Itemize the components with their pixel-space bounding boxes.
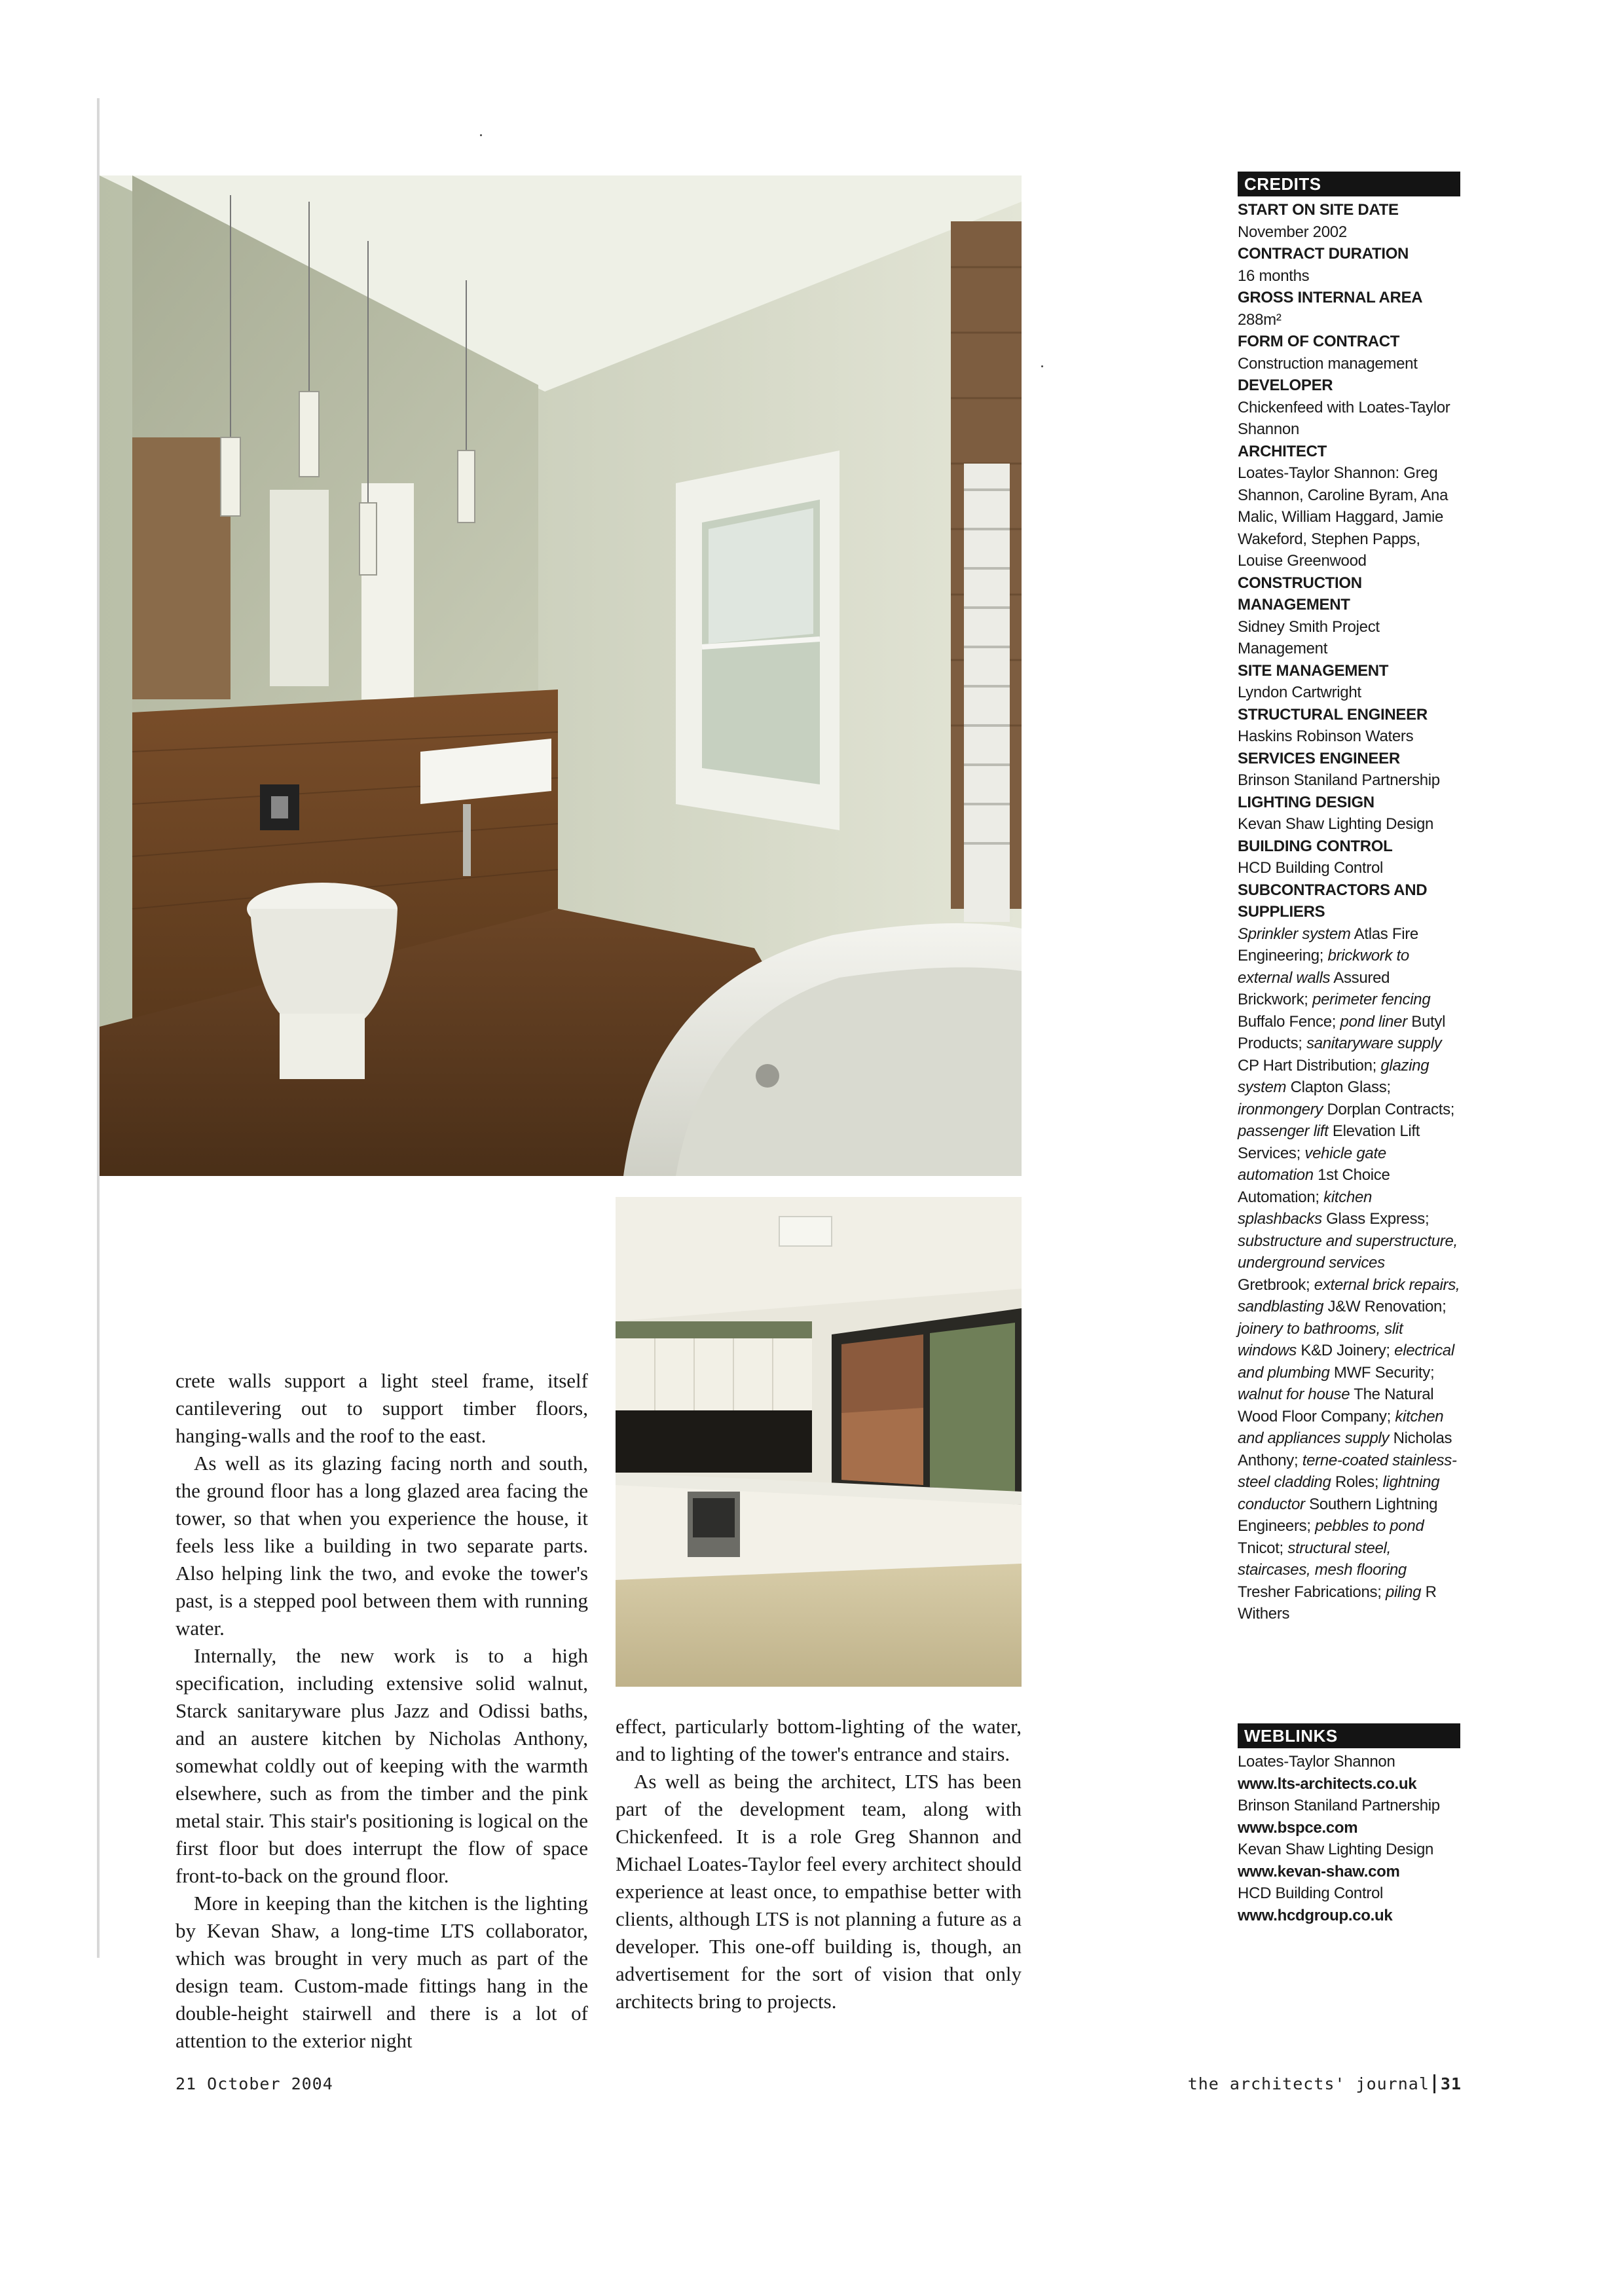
kitchen-photo bbox=[616, 1197, 1022, 1687]
credit-value: Chickenfeed with Loates-Taylor Shannon bbox=[1238, 398, 1450, 438]
supplier-name: Butyl Products; bbox=[1238, 1012, 1446, 1052]
supplier-role: joinery to bathrooms, slit windows bbox=[1238, 1319, 1403, 1359]
supplier-role: terne-coated stainless-steel cladding bbox=[1238, 1451, 1457, 1491]
credit-label: LIGHTING DESIGN bbox=[1238, 793, 1375, 811]
weblink-name: Brinson Staniland Partnership bbox=[1238, 1797, 1440, 1814]
article-column-right bbox=[616, 1713, 1022, 2015]
supplier-role: walnut for house bbox=[1238, 1386, 1350, 1403]
weblink-url[interactable]: www.bspce.com bbox=[1238, 1818, 1358, 1837]
weblink-name: HCD Building Control bbox=[1238, 1884, 1384, 1902]
credits-heading: CREDITS bbox=[1238, 172, 1460, 196]
paragraph: As well as its glazing facing north and south, the ground floor has a long glazed area facing the tower, so that when you experience the house, it feels less like a building in two separate parts. Also helping link the two, and evoke the tower's past, is a stepped pool between them with running water. bbox=[175, 1452, 588, 1640]
credit-value: November 2002 bbox=[1238, 223, 1347, 241]
supplier-name: The Natural Wood Floor Company; bbox=[1238, 1386, 1434, 1425]
supplier-role: brickwork to external walls bbox=[1238, 947, 1409, 987]
credit-label: GROSS INTERNAL AREA bbox=[1238, 289, 1423, 306]
paragraph: Internally, the new work is to a high specification, including extensive solid walnut, Starck sanitaryware plus Jazz and Odissi baths, and an austere kitchen by Nicholas Anthony, somewhat coldly out of keeping with the warmth elsewhere, such as from the timber and the pink metal stair. This stair's positioning is logical on the first floor but does interrupt the flow of space front-to-back on the ground floor. bbox=[175, 1644, 588, 1887]
footer-journal bbox=[1188, 2074, 1462, 2093]
supplier-name: Southern Lightning Engineers; bbox=[1238, 1495, 1438, 1535]
credits-panel bbox=[1238, 172, 1460, 1625]
suppliers-label: SUBCONTRACTORS AND SUPPLIERS bbox=[1238, 881, 1428, 921]
supplier-name: Tnicot; bbox=[1238, 1539, 1283, 1557]
credits-list bbox=[1238, 199, 1460, 879]
credit-value: HCD Building Control bbox=[1238, 859, 1384, 877]
supplier-name: 1st Choice Automation; bbox=[1238, 1166, 1390, 1206]
credit-value: 16 months bbox=[1238, 266, 1310, 285]
supplier-role: vehicle gate automation bbox=[1238, 1144, 1386, 1184]
weblinks-panel bbox=[1238, 1723, 1460, 1926]
credit-value: 288m² bbox=[1238, 310, 1282, 329]
paragraph: More in keeping than the kitchen is the lighting by Kevan Shaw, a long-time LTS collaborator, which was brought in very much as part of the design team. Custom-made fittings hang in the double-height stairwell and there is a lot of attention to the exterior night bbox=[175, 1892, 588, 2052]
supplier-role: substructure and superstructure, underground services bbox=[1238, 1232, 1458, 1272]
supplier-name: Buffalo Fence; bbox=[1238, 1012, 1337, 1031]
supplier-name: Roles; bbox=[1335, 1473, 1379, 1491]
supplier-name: R Withers bbox=[1238, 1583, 1437, 1623]
weblinks-list bbox=[1238, 1751, 1460, 1926]
supplier-role: ironmongery bbox=[1238, 1100, 1323, 1118]
suppliers-list bbox=[1238, 923, 1460, 1625]
credit-label: START ON SITE DATE bbox=[1238, 201, 1399, 219]
supplier-role: sanitaryware supply bbox=[1306, 1035, 1442, 1052]
supplier-role: perimeter fencing bbox=[1312, 991, 1431, 1008]
supplier-role: glazing system bbox=[1238, 1056, 1430, 1096]
credit-label: STRUCTURAL ENGINEER bbox=[1238, 705, 1428, 724]
footer-date: 21 October 2004 bbox=[175, 2074, 333, 2093]
credit-label: ARCHITECT bbox=[1238, 442, 1327, 460]
credit-label: SITE MANAGEMENT bbox=[1238, 661, 1389, 680]
supplier-name: J&W Renovation; bbox=[1327, 1298, 1447, 1315]
weblink-url[interactable]: www.hcdgroup.co.uk bbox=[1238, 1906, 1393, 1924]
credit-value: Lyndon Cartwright bbox=[1238, 684, 1361, 701]
supplier-name: Gretbrook; bbox=[1238, 1276, 1310, 1294]
supplier-role: electrical and plumbing bbox=[1238, 1342, 1454, 1382]
credit-label: BUILDING CONTROL bbox=[1238, 837, 1393, 855]
weblinks-heading: WEBLINKS bbox=[1238, 1723, 1460, 1748]
paragraph: crete walls support a light steel frame, itself cantilevering out to support timber floors, hanging-walls and the roof to the east. bbox=[175, 1369, 588, 1447]
supplier-role: pond liner bbox=[1340, 1012, 1407, 1031]
supplier-name: Assured Brickwork; bbox=[1238, 968, 1390, 1008]
supplier-role: structural steel, staircases, mesh flooring bbox=[1238, 1539, 1407, 1579]
supplier-role: pebbles to pond bbox=[1315, 1517, 1424, 1535]
weblink-name: Loates-Taylor Shannon bbox=[1238, 1753, 1395, 1771]
supplier-role: passenger lift bbox=[1238, 1122, 1329, 1140]
journal-name: the architects' journal bbox=[1187, 2074, 1430, 2093]
weblink-name: Kevan Shaw Lighting Design bbox=[1238, 1841, 1434, 1858]
supplier-name: MWF Security; bbox=[1333, 1363, 1435, 1382]
supplier-role: piling bbox=[1385, 1583, 1422, 1601]
credit-label: DEVELOPER bbox=[1238, 376, 1333, 394]
supplier-name: K&D Joinery; bbox=[1301, 1342, 1390, 1359]
supplier-role: Sprinkler system bbox=[1238, 925, 1351, 943]
supplier-name: Tresher Fabrications; bbox=[1238, 1583, 1382, 1601]
page-number: 31 bbox=[1433, 2074, 1462, 2093]
credit-label: SERVICES ENGINEER bbox=[1238, 749, 1400, 767]
paragraph: As well as being the architect, LTS has been part of the development team, along with Chickenfeed. It is a role Greg Shannon and Michael Loates-Taylor feel every architect should experience at least once, to empathise better with clients, although LTS is not planning a future as a developer. This one-off building is, though, an advertisement for the sort of vision that only architects bring to projects. bbox=[616, 1770, 1022, 2013]
credit-value: Brinson Staniland Partnership bbox=[1238, 771, 1440, 789]
article-column-left bbox=[175, 1367, 588, 2055]
credit-value: Haskins Robinson Waters bbox=[1238, 727, 1414, 745]
scan-speck bbox=[480, 134, 482, 136]
supplier-name: Elevation Lift Services; bbox=[1238, 1122, 1420, 1162]
weblink-url[interactable]: www.lts-architects.co.uk bbox=[1238, 1774, 1417, 1793]
bathroom-photo bbox=[100, 175, 1022, 1176]
credit-label: CONTRACT DURATION bbox=[1238, 245, 1409, 263]
credit-value: Kevan Shaw Lighting Design bbox=[1238, 815, 1434, 833]
supplier-role: lightning conductor bbox=[1238, 1473, 1440, 1513]
supplier-name: Nicholas Anthony; bbox=[1238, 1429, 1452, 1469]
supplier-name: Glass Express; bbox=[1326, 1210, 1430, 1228]
supplier-role: external brick repairs, sandblasting bbox=[1238, 1276, 1460, 1315]
credit-label: FORM OF CONTRACT bbox=[1238, 333, 1400, 350]
scan-speck bbox=[1041, 365, 1043, 367]
supplier-name: CP Hart Distribution; bbox=[1238, 1056, 1376, 1074]
supplier-name: Clapton Glass; bbox=[1290, 1078, 1391, 1096]
supplier-role: kitchen and appliances supply bbox=[1238, 1407, 1444, 1447]
credit-value: Construction management bbox=[1238, 354, 1418, 373]
credit-label: CONSTRUCTION MANAGEMENT bbox=[1238, 574, 1362, 614]
credit-value: Loates-Taylor Shannon: Greg Shannon, Caroline Byram, Ana Malic, William Haggard, Jamie Wakeford, Stephen Papps, Louise Greenwood bbox=[1238, 464, 1449, 570]
weblink-url[interactable]: www.kevan-shaw.com bbox=[1238, 1862, 1400, 1881]
supplier-role: kitchen splashbacks bbox=[1238, 1188, 1373, 1228]
paragraph: effect, particularly bottom-lighting of the water, and to lighting of the tower's entrance and stairs. bbox=[616, 1715, 1022, 1765]
credit-value: Sidney Smith Project Management bbox=[1238, 617, 1380, 657]
supplier-name: Atlas Fire Engineering; bbox=[1238, 925, 1418, 964]
supplier-name: Dorplan Contracts; bbox=[1327, 1100, 1455, 1118]
